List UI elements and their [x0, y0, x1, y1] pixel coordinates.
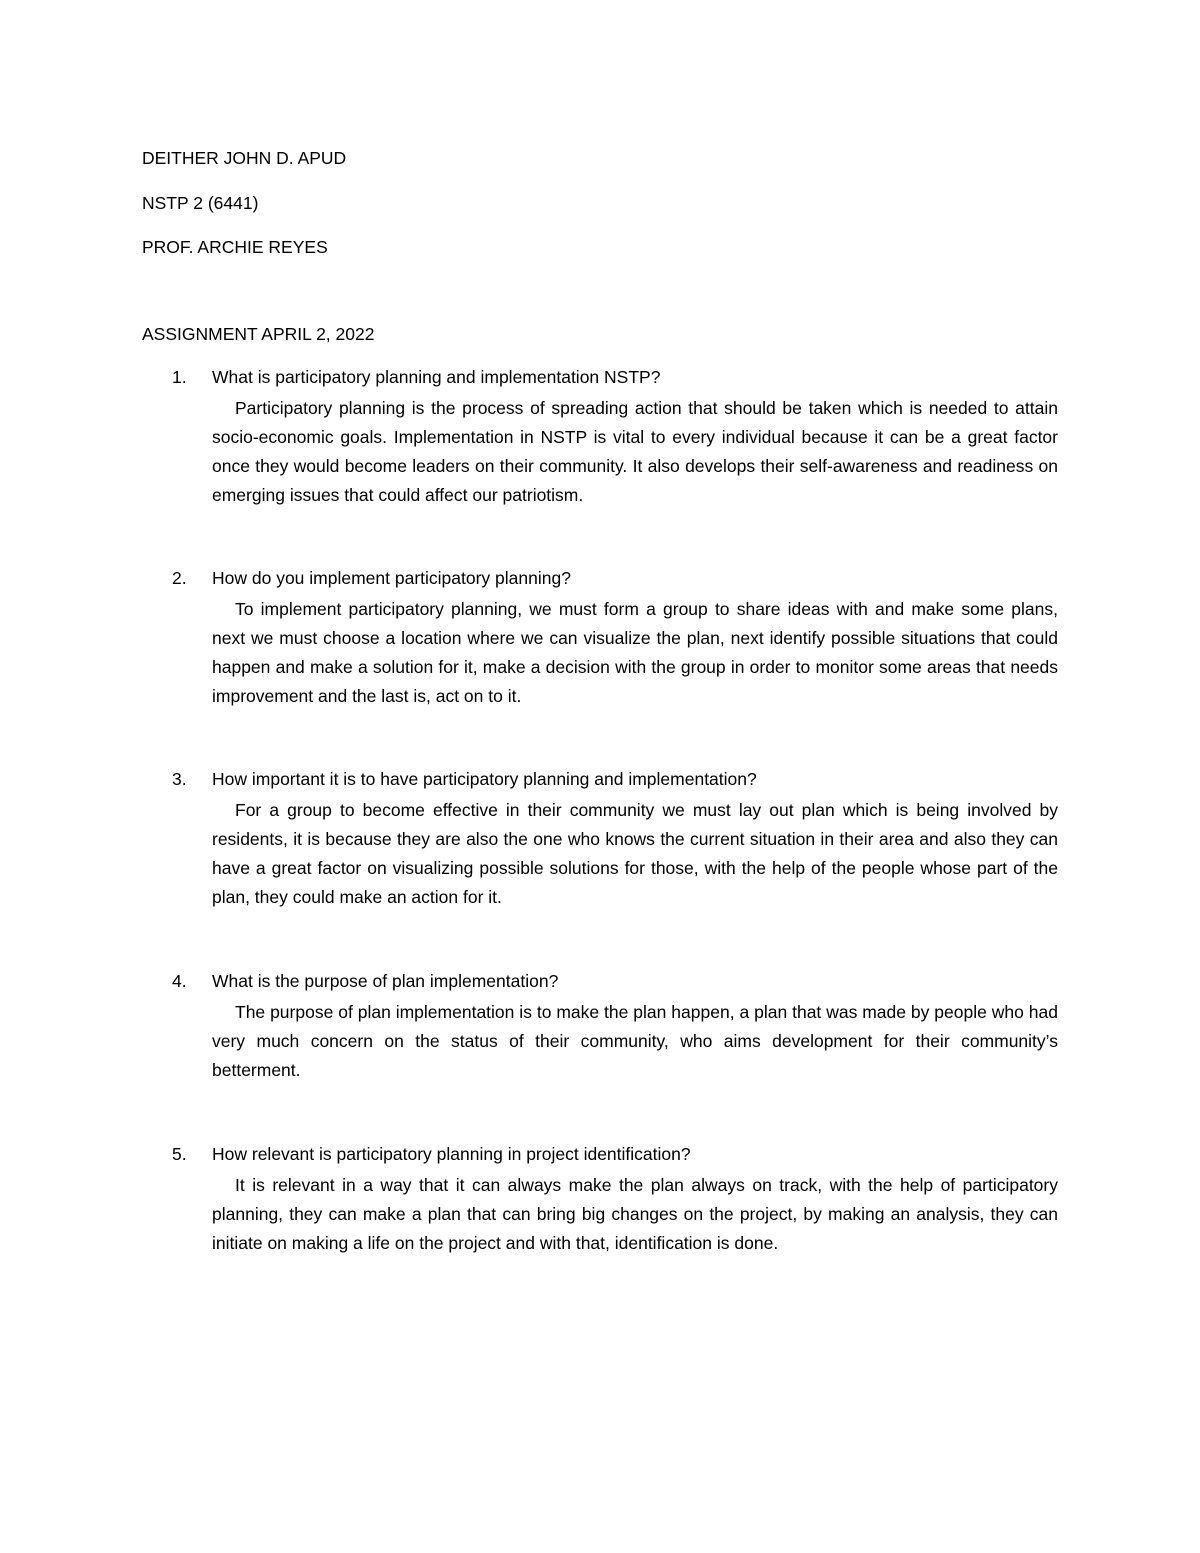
question-number: 5. — [172, 1144, 187, 1164]
answer-text: To implement participatory planning, we must form a group to share ideas with and make some plans, next we must choose a location where we can visualize the plan, next identify possible situations that could happen and make a solution for it, make a decision with the group in order to monitor some areas that needs improvement and the last is, act on to it. — [212, 599, 1058, 706]
student-name: DEITHER JOHN D. APUD — [142, 148, 347, 168]
question-text: How do you implement participatory planning? — [212, 568, 571, 588]
course-code: NSTP 2 (6441) — [142, 193, 259, 213]
question-text: How relevant is participatory planning in project identification? — [212, 1144, 691, 1164]
question-line — [142, 366, 1058, 388]
question-item-5 — [142, 1143, 1058, 1258]
question-item-1 — [142, 366, 1058, 510]
answer-text: For a group to become effective in their community we must lay out plan which is being involved by residents, it is because they are also the one who knows the current situation in their area and also they can have a great factor on visualizing possible solutions for those, with the help of the people whose part of the plan, they could make an action for it. — [212, 800, 1058, 907]
question-item-3 — [142, 768, 1058, 912]
question-line — [142, 1143, 1058, 1165]
question-number: 1. — [172, 367, 187, 387]
answer-text: It is relevant in a way that it can always make the plan always on track, with the help of participatory planning, they can make a plan that can bring big changes on the project, by making an analysis, they can initiate on making a life on the project and with that, identification is done. — [212, 1175, 1058, 1253]
question-text: What is the purpose of plan implementation? — [212, 971, 559, 991]
question-line — [142, 768, 1058, 790]
question-line — [142, 970, 1058, 992]
question-number: 2. — [172, 568, 187, 588]
question-text: What is participatory planning and implementation NSTP? — [212, 367, 661, 387]
professor-name: PROF. ARCHIE REYES — [142, 237, 328, 257]
question-line — [142, 567, 1058, 589]
question-item-2 — [142, 567, 1058, 711]
assignment-title: ASSIGNMENT APRIL 2, 2022 — [142, 324, 375, 344]
question-number: 3. — [172, 769, 187, 789]
question-item-4 — [142, 970, 1058, 1085]
answer-text: Participatory planning is the process of spreading action that should be taken which is needed to attain socio-economic goals. Implementation in NSTP is vital to every individual because it can be a great factor once they would become leaders on their community. It also develops their self-awareness and readiness on emerging issues that could affect our patriotism. — [212, 398, 1058, 505]
question-number: 4. — [172, 971, 187, 991]
answer-text: The purpose of plan implementation is to make the plan happen, a plan that was made by people who had very much concern on the status of their community, who aims development for their community’s betterment. — [212, 1002, 1058, 1080]
question-text: How important it is to have participatory planning and implementation? — [212, 769, 757, 789]
